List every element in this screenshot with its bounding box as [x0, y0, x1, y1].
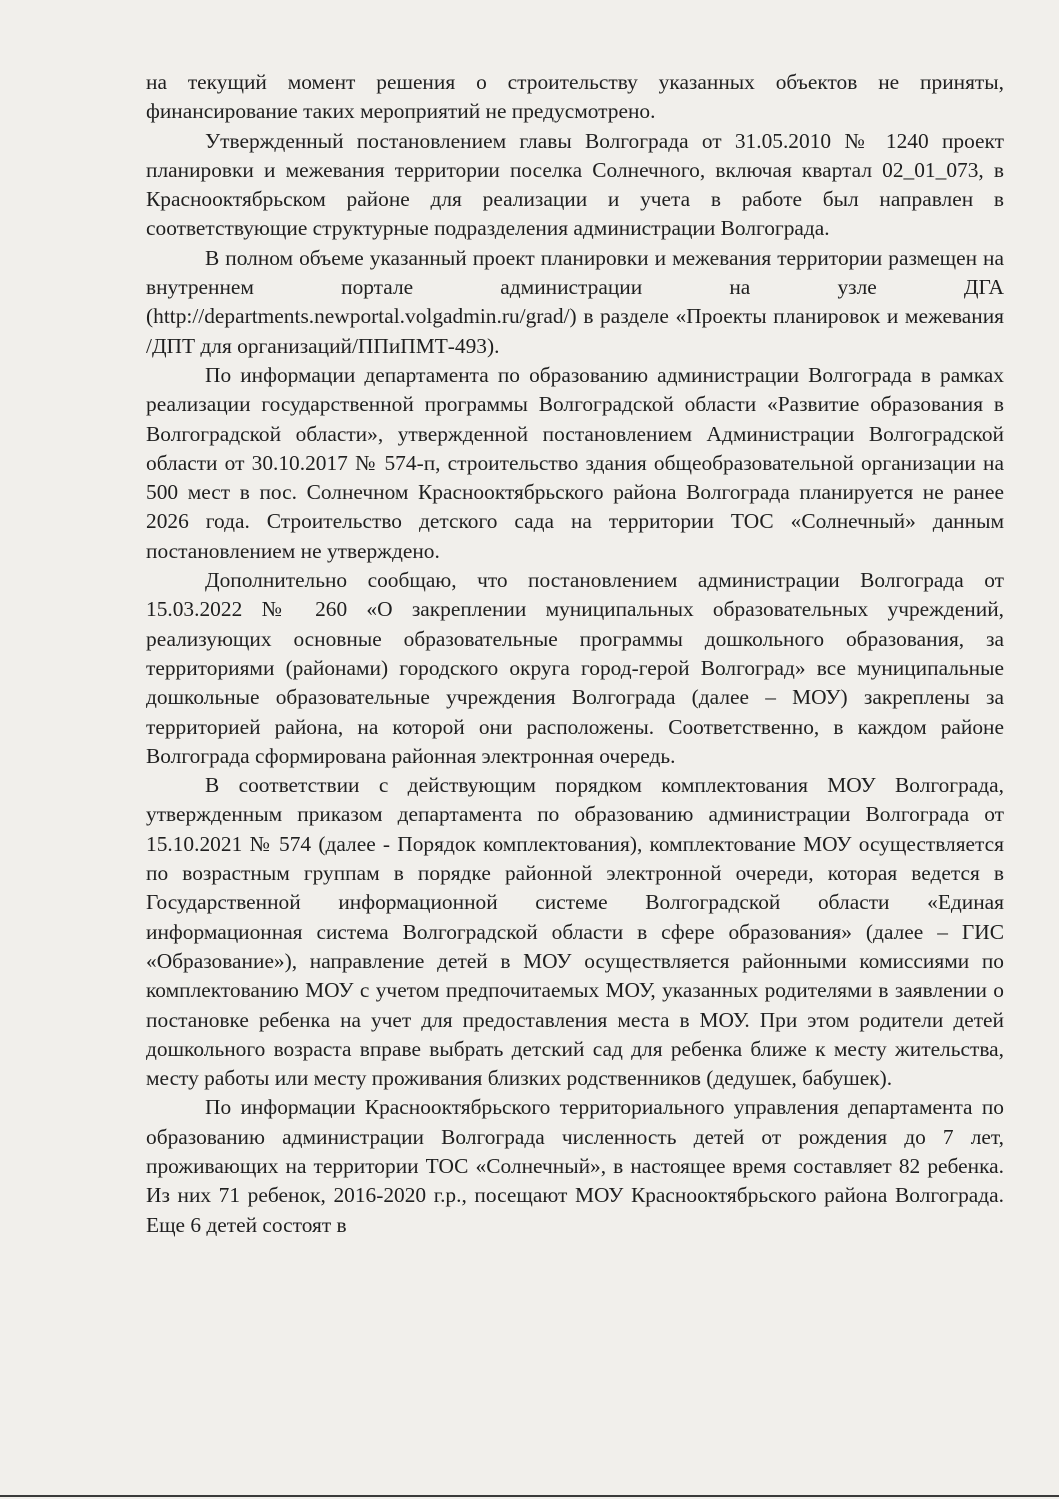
page-bottom-edge [0, 1495, 1059, 1497]
paragraph-enrollment-procedure: В соответствии с действующим порядком комплектования МОУ Волгограда, утвержденным приказом департамента по образованию администрации Волгограда от 15.10.2021 № 574 (далее - Порядок комплектования), комплектование МОУ осуществляется по возрастным группам в порядке районной электронной очереди, которая ведется в Государственной информационной системе Волгоградской области «Единая информационная система Волгоградской области в сфере образования» (далее – ГИС «Образование»), направление детей в МОУ осуществляется районными комиссиями по комплектованию МОУ с учетом предпочитаемых МОУ, указанных родителями в заявлении о постановке ребенка на учет для предоставления места в МОУ. При этом родители детей дошкольного возраста вправе выбрать детский сад для ребенка ближе к месту жительства, месту работы или месту проживания близких родственников (дедушек, бабушек). [146, 773, 1004, 1091]
paragraph-continuation: на текущий момент решения о строительству указанных объектов не приняты, финансирование таких мероприятий не предусмотрено. [146, 70, 1004, 124]
document-body [146, 68, 1004, 1240]
paragraph-children-count: По информации Краснооктябрьского территориального управления департамента по образованию администрации Волгограда численность детей от рождения до 7 лет, проживающих на территории ТОС «Солнечный», в настоящее время составляет 82 ребенка. Из них 71 ребенок, 2016-2020 г.р., посещают МОУ Краснооктябрьского района Волгограда. Еще 6 детей состоят в [146, 1095, 1004, 1237]
paragraph-planning-project: Утвержденный постановлением главы Волгограда от 31.05.2010 № 1240 проект планировки и межевания территории поселка Солнечного, включая квартал 02_01_073, в Краснооктябрьском районе для реализации и учета в работе был направлен в соответствующие структурные подразделения администрации Волгограда. [146, 128, 1004, 241]
paragraph-portal-placement: В полном объеме указанный проект планировки и межевания территории размещен на внутреннем портале администрации на узле ДГА (http://departments.newportal.volgadmin.ru/grad/) в разделе «Проекты планировок и межевания /ДПТ для организаций/ППиПМТ-493). [146, 245, 1004, 358]
paragraph-district-assignment: Дополнительно сообщаю, что постановлением администрации Волгограда от 15.03.2022 № 260 «О закреплении муниципальных образовательных учреждений, реализующих основные образовательные программы дошкольного образования, за территориями (районами) городского округа город-герой Волгоград» все муниципальные дошкольные образовательные учреждения Волгограда (далее – МОУ) закреплены за территорией района, на которой они расположены. Соответственно, в каждом районе Волгограда сформирована районная электронная очередь. [146, 568, 1004, 768]
paragraph-education-program: По информации департамента по образованию администрации Волгограда в рамках реализации государственной программы Волгоградской области «Развитие образования в Волгоградской области», утвержденной постановлением Администрации Волгоградской области от 30.10.2017 № 574-п, строительство здания общеобразовательной организации на 500 мест в пос. Солнечном Краснооктябрьского района Волгограда планируется не ранее 2026 года. Строительство детского сада на территории ТОС «Солнечный» данным постановлением не утверждено. [146, 362, 1004, 563]
